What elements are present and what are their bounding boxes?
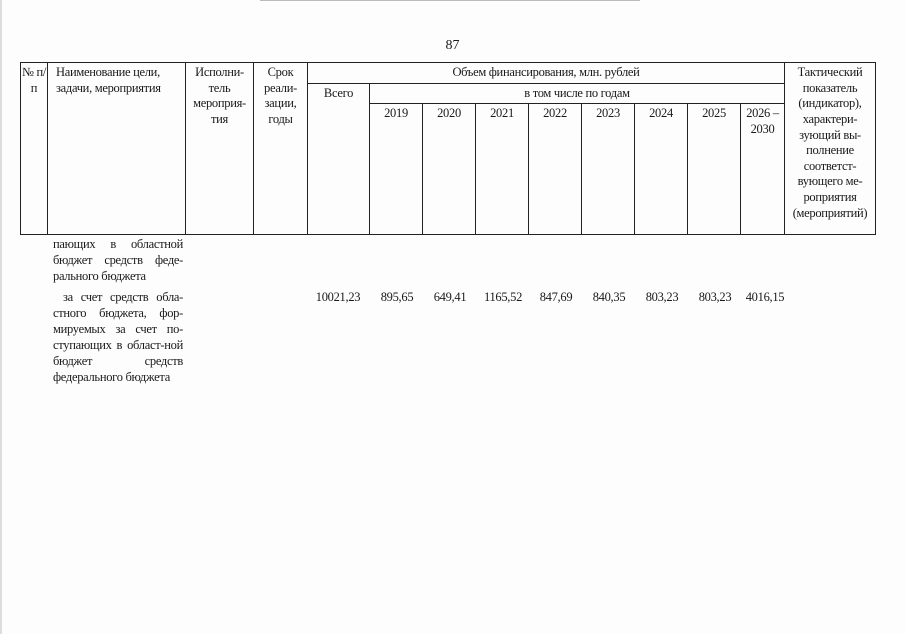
header-total: Всего — [308, 83, 370, 235]
funding-table — [20, 62, 876, 235]
header-name: Наименование цели, задачи, мероприятия — [48, 63, 186, 235]
header-year: 2022 — [529, 104, 582, 235]
value-2020: 649,41 — [433, 290, 467, 304]
header-year: 2025 — [688, 104, 741, 235]
header-executor: Исполни-тель мероприя-тия — [186, 63, 254, 235]
header-term: Срок реали-зации, годы — [254, 63, 308, 235]
value-2026-2030: 4016,15 — [745, 290, 785, 304]
header-year: 2021 — [476, 104, 529, 235]
header-year: 2019 — [370, 104, 423, 235]
header-by-years: в том числе по годам — [370, 83, 785, 104]
header-year: 2026 – 2030 — [741, 104, 785, 235]
value-total: 10021,23 — [315, 290, 361, 304]
value-2025: 803,23 — [698, 290, 732, 304]
value-2021: 1165,52 — [483, 290, 523, 304]
header-year: 2020 — [423, 104, 476, 235]
header-num: № п/п — [21, 63, 48, 235]
page-number: 87 — [445, 38, 460, 53]
header-funding: Объем финансирования, млн. рублей — [308, 63, 785, 84]
value-2022: 847,69 — [539, 290, 573, 304]
value-2019: 895,65 — [380, 290, 414, 304]
row-description: пающих в областной бюджет средств феде-рального бюджета — [53, 237, 183, 283]
value-2023: 840,35 — [592, 290, 626, 304]
header-indicator: Тактический показатель (индикатор), характери-зующий вы-полнение соответст-вующего ме-роприятия (мероприятий) — [785, 63, 876, 235]
value-2024: 803,23 — [645, 290, 679, 304]
row-description: за счет средств обла-стного бюджета, фор-мируемых за счет по-ступающих в област-ной бюджет средств федерального бюджета — [53, 290, 183, 384]
header-year: 2024 — [635, 104, 688, 235]
header-year: 2023 — [582, 104, 635, 235]
